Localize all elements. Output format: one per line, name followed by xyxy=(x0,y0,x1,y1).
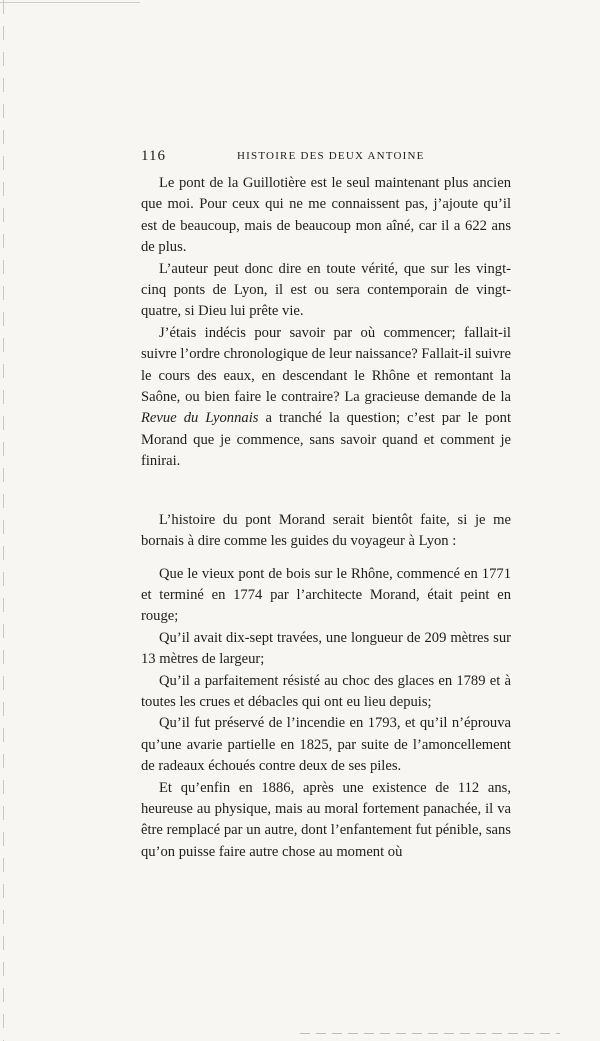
running-head: HISTOIRE DES DEUX ANTOINE xyxy=(237,150,425,162)
page-number: 116 xyxy=(141,148,166,164)
paragraph-glaces: Qu’il a parfaitement résisté au choc des glaces en 1789 et à toutes les crues et débacles qui ont eu lieu depuis; xyxy=(141,672,511,710)
paragraph-indecis-text-2: a tranché la question; c’est par le pont Morand que je commence, sans savoir quand et comment je finirai. xyxy=(141,410,511,470)
paragraph-vieux-pont: Que le vieux pont de bois sur le Rhône, commencé en 1771 et terminé en 1774 par l’architecte Morand, était peint en rouge; xyxy=(141,565,511,625)
paragraph-enfin: Et qu’enfin en 1886, après une existence de 112 ans, heureuse au physique, mais au moral fortement panachée, il va être remplacé par un autre, dont l’enfantement fut pénible, sans qu’on puisse faire autre chose au moment où xyxy=(141,779,511,860)
paragraph-guillotiere: Le pont de la Guillotière est le seul maintenant plus ancien que moi. Pour ceux qui ne me connaissent pas, j’ajoute qu’il est de beaucoup, mais de beaucoup mon aîné, car il a 622 ans de plus. xyxy=(141,175,511,256)
page-edge-bottom xyxy=(300,1033,560,1034)
body-text xyxy=(141,173,511,863)
paragraph-auteur: L’auteur peut donc dire en toute vérité, que sur les vingt-cinq ponts de Lyon, il est ou sera contemporain de vingt-quatre, si Dieu lui prête vie. xyxy=(141,260,511,320)
paragraph-travees: Qu’il avait dix-sept travées, une longueur de 209 mètres sur 13 mètres de largeur; xyxy=(141,629,511,668)
paragraph-incendie: Qu’il fut préservé de l’incendie en 1793, et qu’il n’éprouva qu’une avarie partielle en 1825, par suite de l’amoncellement de radeaux échoués contre deux de ses piles. xyxy=(141,715,511,775)
revue-title: Revue du Lyonnais xyxy=(141,410,259,427)
paragraph-indecis-text-1: J’étais indécis pour savoir par où commencer; fallait-il suivre l’ordre chronologique de leur naissance? Fallait-il suivre le cours des eaux, en descendant le Rhône et remontant la Saône, ou bien faire le contraire? La gracieuse demande de la xyxy=(141,324,511,406)
page-header xyxy=(141,148,511,168)
paragraph-indecis xyxy=(141,323,511,473)
page-edge-top xyxy=(0,2,140,3)
page-edge-left xyxy=(3,0,4,1041)
paragraph-histoire: L’histoire du pont Morand serait bientôt faite, si je me bornais à dire comme les guides du voyageur à Lyon : xyxy=(141,511,511,550)
